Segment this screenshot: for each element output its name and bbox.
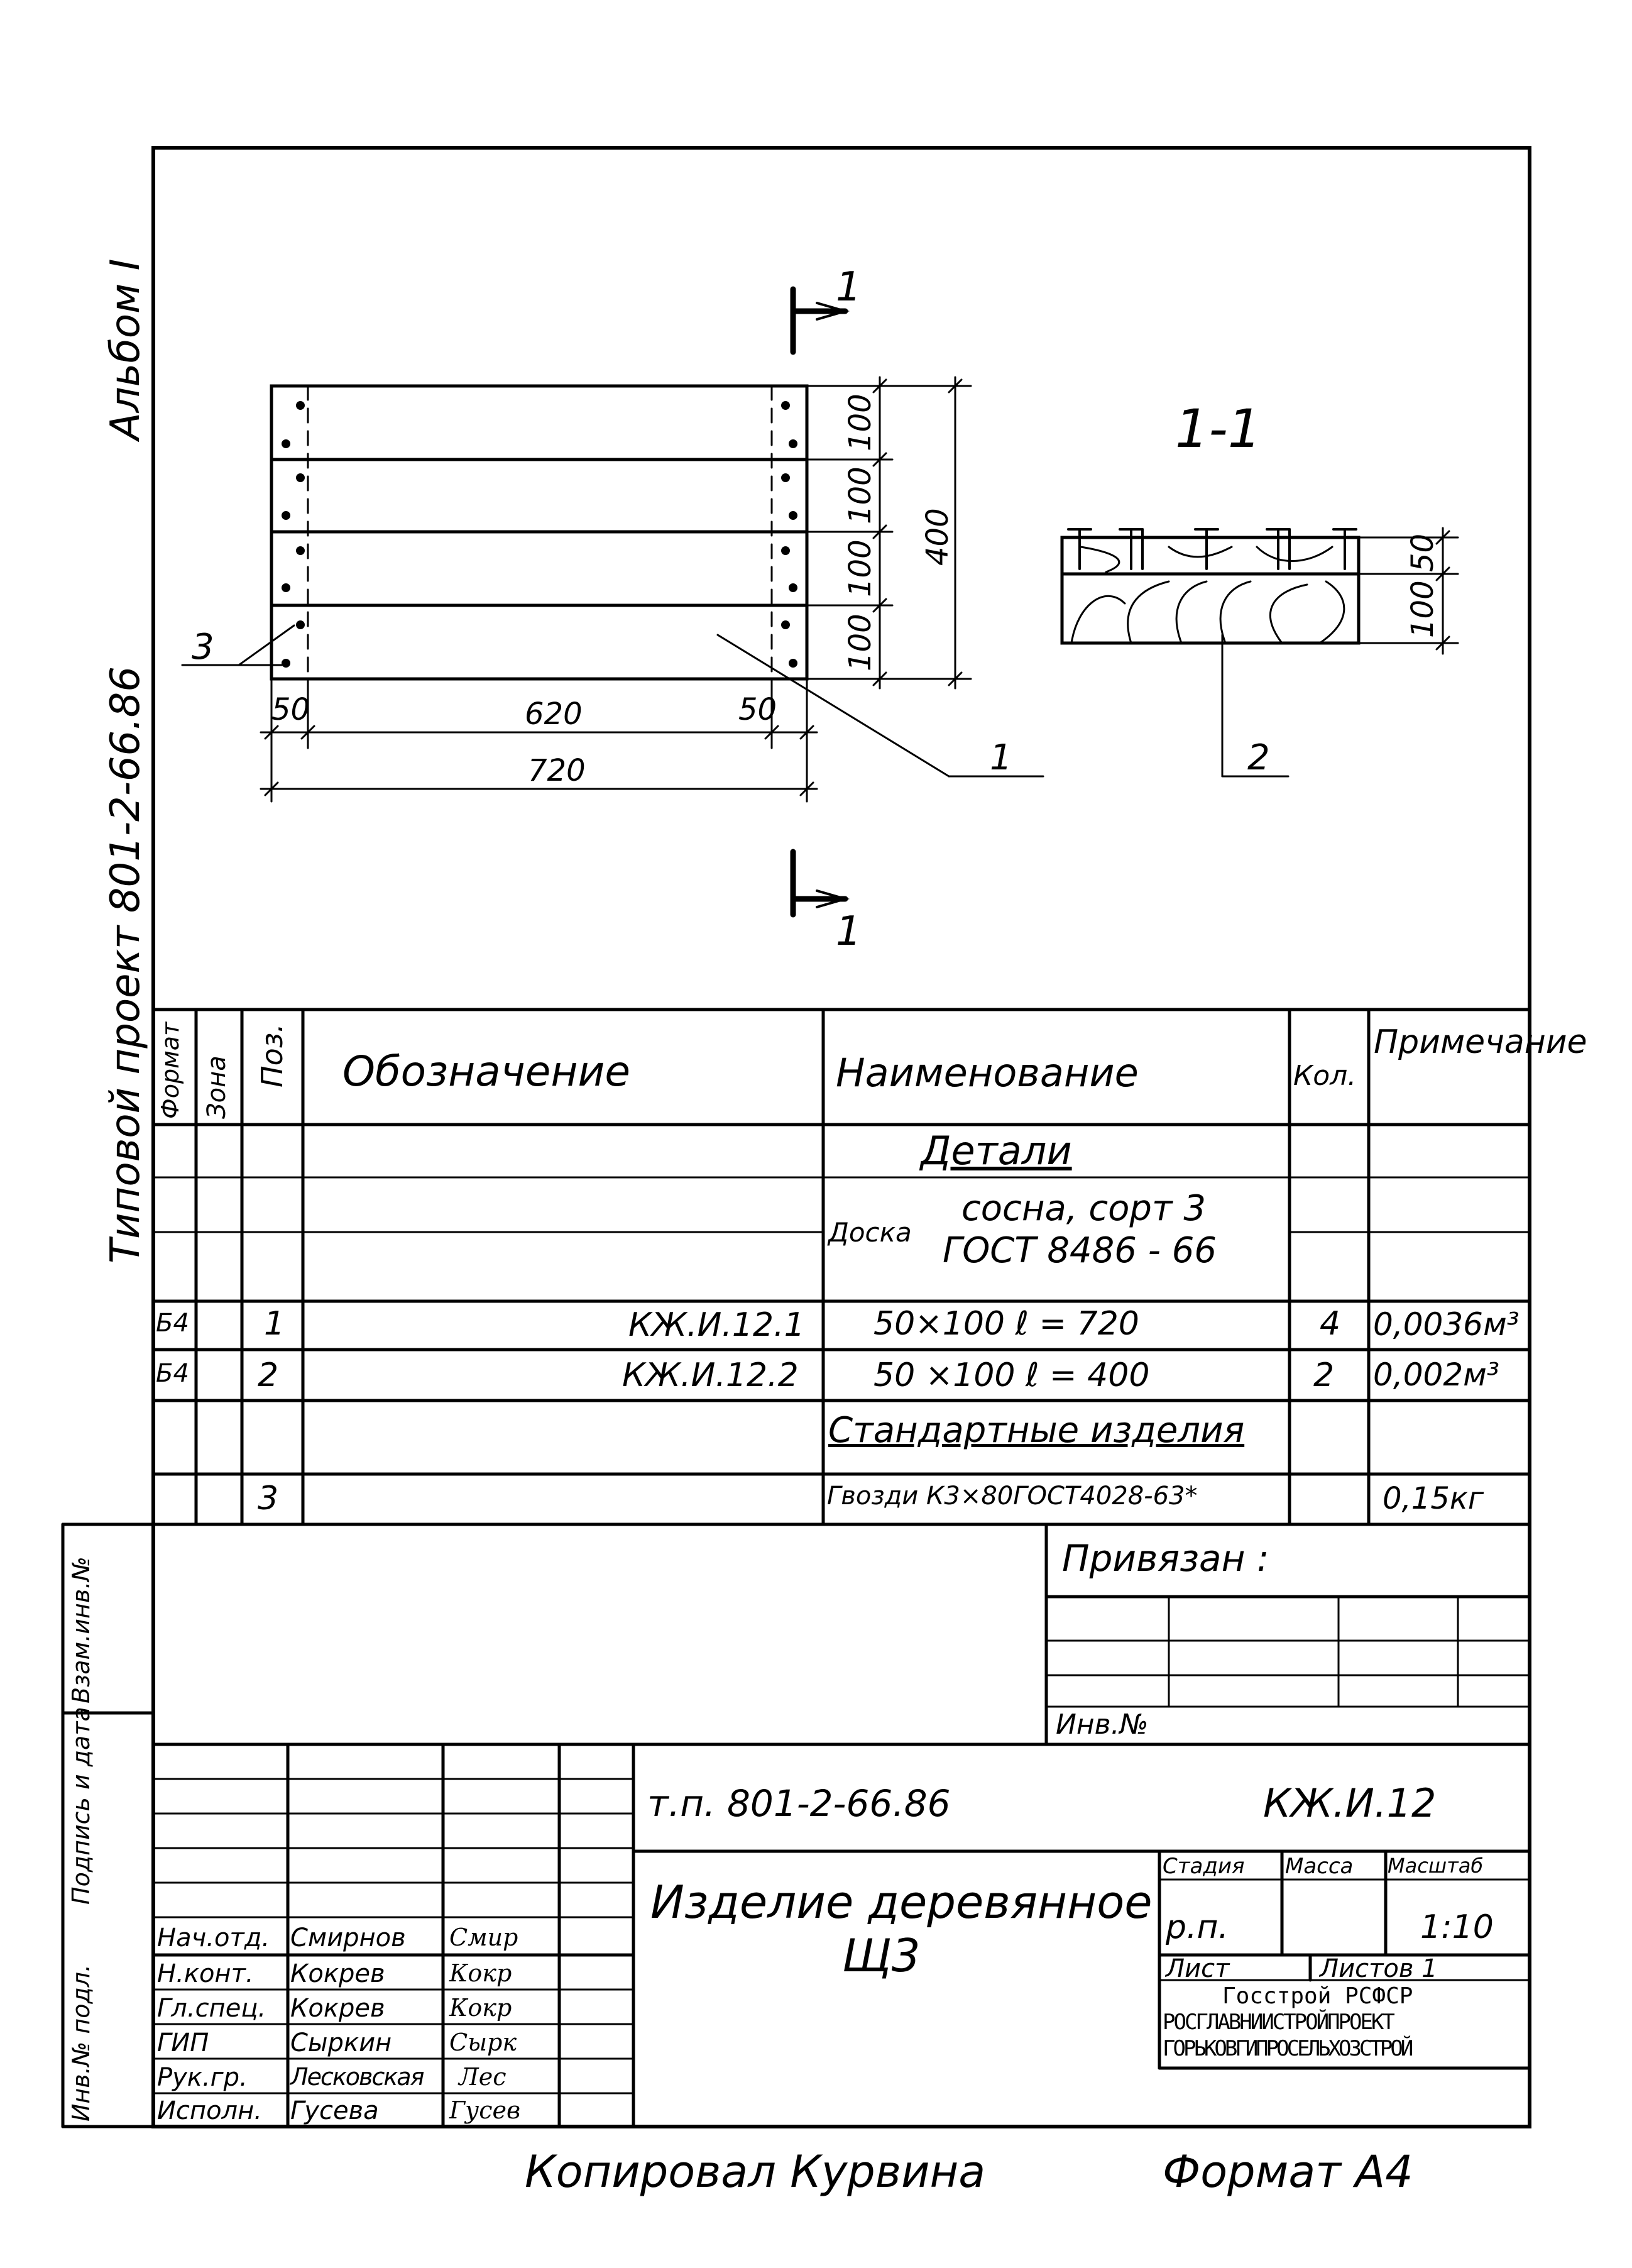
section-standard: Стандартные изделия: [828, 1410, 1245, 1451]
dim-50-left: 50: [271, 692, 310, 727]
header-name: Наименование: [836, 1050, 1139, 1096]
sheet-format: Формат А4: [1163, 2146, 1413, 2198]
dim-100-a: 100: [843, 394, 878, 451]
name-3: Кокрев: [290, 1994, 385, 2023]
role-3: Гл.спец.: [157, 1994, 266, 2023]
dim-720: 720: [528, 753, 586, 788]
dim-400: 400: [920, 508, 955, 566]
header-format: Формат: [156, 1021, 184, 1119]
name-6: Гусева: [290, 2096, 379, 2125]
dim-100-b: 100: [843, 466, 878, 524]
org-line2: РОСГЛАВНИИСТРОЙПРОЕКТ: [1163, 2010, 1393, 2035]
org-line3: ГОРЬКОВГИПРОСЕЛЬХОЗСТРОЙ: [1163, 2036, 1411, 2061]
inv-no-label: Инв.№: [1056, 1709, 1149, 1741]
role-1: Нач.отд.: [157, 1924, 270, 1952]
sheet-label: Лист: [1166, 1954, 1230, 1983]
signature-5: Лес: [459, 2063, 507, 2091]
mass-label: Масса: [1285, 1854, 1354, 1879]
stage-value: р.п.: [1166, 1908, 1229, 1946]
signature-2: Кокр: [449, 1959, 512, 1987]
side-podpis: Подпись и дата: [67, 1707, 95, 1905]
doc-code: КЖ.И.12: [1263, 1780, 1437, 1826]
row1-note: 0,0036м³: [1373, 1306, 1520, 1343]
row3-pos: 3: [258, 1480, 279, 1517]
name-4: Сыркин: [290, 2029, 392, 2057]
header-qty: Кол.: [1293, 1060, 1357, 1092]
row1-qty: 4: [1320, 1305, 1341, 1343]
section-view-title: 1-1: [1175, 398, 1262, 460]
row1-pos: 1: [264, 1305, 285, 1343]
section-markers: [793, 289, 845, 915]
plan-nails: [282, 401, 797, 668]
org-line1: Госстрой РСФСР: [1222, 1983, 1413, 2009]
copied-by: Копировал Курвина: [525, 2146, 986, 2198]
doc-title-line2: Щ3: [842, 1929, 921, 1982]
header-zone: Зона: [202, 1055, 231, 1119]
role-2: Н.конт.: [157, 1959, 254, 1988]
section-dim-50: 50: [1405, 533, 1440, 572]
material-prefix: Доска: [828, 1217, 912, 1248]
project-label: Типовой проект 801-2-66.86: [102, 666, 149, 1263]
row1-name: 50×100 ℓ = 720: [874, 1305, 1139, 1343]
side-inv: Инв.№ подл.: [67, 1964, 95, 2122]
scale-value: 1:10: [1420, 1908, 1494, 1946]
sheets-label: Листов 1: [1320, 1954, 1438, 1983]
name-1: Смирнов: [290, 1924, 406, 1952]
project-code: т.п. 801-2-66.86: [647, 1782, 951, 1825]
plan-view: [271, 386, 807, 679]
row2-designation: КЖ.И.12.2: [622, 1357, 799, 1394]
section-marker-bottom: 1: [836, 908, 862, 955]
row2-pos: 2: [258, 1357, 279, 1394]
role-6: Исполн.: [157, 2096, 262, 2125]
header-note: Примечание: [1374, 1023, 1587, 1061]
name-2: Кокрев: [290, 1959, 385, 1988]
row2-format: Б4: [156, 1359, 189, 1388]
name-5: Лесковская: [290, 2063, 424, 2091]
section-marker-top: 1: [836, 264, 862, 311]
row3-note: 0,15кг: [1383, 1481, 1484, 1516]
callout-2: 2: [1247, 737, 1270, 778]
section-details: Детали: [921, 1128, 1072, 1174]
callout-1: 1: [990, 737, 1012, 778]
material-line1: сосна, сорт 3: [961, 1188, 1207, 1229]
scale-label: Масштаб: [1388, 1854, 1484, 1878]
row1-format: Б4: [156, 1309, 189, 1338]
dim-620: 620: [525, 696, 583, 732]
row2-note: 0,002м³: [1373, 1357, 1499, 1393]
role-4: ГИП: [157, 2029, 209, 2057]
leaders: [182, 625, 1288, 776]
signature-3: Кокр: [449, 1994, 512, 2022]
album-label: Альбом I: [102, 258, 149, 440]
row3-name: Гвозди К3×80ГОСТ4028-63*: [827, 1482, 1198, 1511]
dim-100-d: 100: [843, 614, 878, 671]
side-vzam: Взам.инв.№: [67, 1556, 95, 1704]
material-line2: ГОСТ 8486 - 66: [943, 1230, 1217, 1271]
signature-4: Сырк: [449, 2029, 517, 2056]
privyazan-label: Привязан :: [1062, 1537, 1269, 1580]
row2-name: 50 ×100 ℓ = 400: [874, 1357, 1150, 1394]
doc-title-line1: Изделие деревянное: [650, 1876, 1153, 1929]
header-designation: Обозначение: [342, 1047, 630, 1096]
section-nails: [1068, 529, 1356, 569]
signature-6: Гусев: [449, 2096, 521, 2124]
dim-100-c: 100: [843, 539, 878, 597]
row2-qty: 2: [1313, 1357, 1335, 1394]
outer-frame: [153, 148, 1587, 2127]
header-pos: Поз.: [255, 1023, 289, 1087]
role-5: Рук.гр.: [157, 2063, 248, 2092]
row1-designation: КЖ.И.12.1: [628, 1306, 805, 1344]
signature-1: Смир: [449, 1924, 518, 1951]
section-dim-100: 100: [1405, 580, 1440, 638]
stage-label: Стадия: [1163, 1854, 1245, 1879]
dim-50-right: 50: [738, 692, 777, 727]
callout-3: 3: [192, 627, 214, 668]
